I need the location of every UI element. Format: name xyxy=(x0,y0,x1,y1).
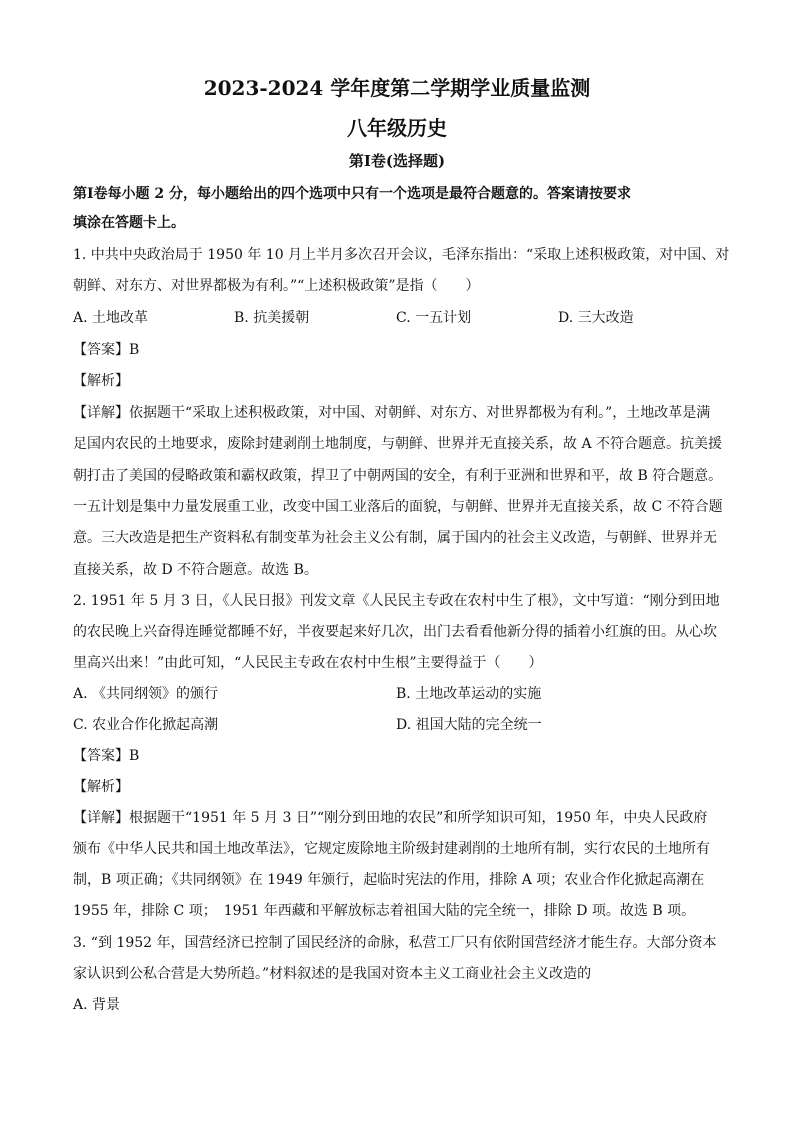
option-c: C. 一五计划 xyxy=(396,310,472,326)
detail-line: 直接关系，故 D 不符合题意。故选 B。 xyxy=(73,562,318,578)
instruction-line: 填涂在答题卡上。 xyxy=(73,215,185,231)
question-stem: 家认识到公私合营是大势所趋。”材料叙述的是我国对资本主义工商业社会主义改造的 xyxy=(73,966,592,982)
detail-line: 1955 年，排除 C 项； 1951 年西藏和平解放标志着祖国大陆的完全统一，排除 D 项。故选 B 项。 xyxy=(73,903,696,919)
question-stem: 3. “到 1952 年，国营经济已控制了国民经济的命脉，私营工厂只有依附国营经济才能生存。大部分资本 xyxy=(73,935,717,951)
detail-line: 意。三大改造是把生产资料私有制变革为社会主义公有制，属于国内的社会主义改造，与朝鲜、世界并无 xyxy=(73,530,717,546)
option-d: D. 祖国大陆的完全统一 xyxy=(396,717,542,733)
option-a: A. 《共同纲领》的颁行 xyxy=(73,686,219,702)
option-c: C. 农业合作化掀起高潮 xyxy=(73,717,219,733)
detail-line: 【详解】根据题干“1951 年 5 月 3 日”“刚分到田地的农民”和所学知识可知，1950 年，中央人民政府 xyxy=(73,810,708,826)
answer-label: 【答案】B xyxy=(73,748,140,764)
answer-label: 【答案】B xyxy=(73,342,140,358)
question-stem: 里高兴出来！”由此可知，“人民民主专政在农村中生根”主要得益于（ ） xyxy=(73,655,543,671)
detail-line: 一五计划是集中力量发展重工业，改变中国工业落后的面貌，与朝鲜、世界并无直接关系，故 C 不符合题 xyxy=(73,499,723,515)
option-a: A. 土地改革 xyxy=(73,310,149,326)
detail-line: 足国内农民的土地要求，废除封建剥削土地制度，与朝鲜、世界并无直接关系，故 A 不符合题意。抗美援 xyxy=(73,436,723,452)
option-a: A. 背景 xyxy=(73,997,121,1013)
exam-title: 2023-2024 学年度第二学期学业质量监测 xyxy=(203,76,591,100)
instruction-line: 第Ⅰ卷每小题 2 分，每小题给出的四个选项中只有一个选项是最符合题意的。答案请按要求 xyxy=(73,186,632,202)
analysis-label: 【解析】 xyxy=(73,779,129,795)
option-b: B. 土地改革运动的实施 xyxy=(396,686,542,702)
subject-title: 八年级历史 xyxy=(347,116,447,140)
question-stem: 的农民晚上兴奋得连睡觉都睡不好，半夜要起来好几次，出门去看看他新分得的插着小红旗的田。从心坎 xyxy=(73,624,717,640)
detail-line: 制，B 项正确；《共同纲领》在 1949 年颁行，起临时宪法的作用，排除 A 项；农业合作化掀起高潮在 xyxy=(73,872,705,888)
question-stem: 朝鲜、对东方、对世界都极为有利。”“上述积极政策”是指（ ） xyxy=(73,278,480,294)
question-stem: 1. 中共中央政治局于 1950 年 10 月上半月多次召开会议，毛泽东指出：“采取上述积极政策，对中国、对 xyxy=(73,247,730,263)
detail-line: 【详解】依据题干“采取上述积极政策，对中国、对朝鲜、对东方、对世界都极为有利。”，土地改革是满 xyxy=(73,405,711,421)
detail-line: 朝打击了美国的侵略政策和霸权政策，捍卫了中朝两国的安全，有利于亚洲和世界和平，故 B 符合题意。 xyxy=(73,468,723,484)
option-d: D. 三大改造 xyxy=(558,310,634,326)
analysis-label: 【解析】 xyxy=(73,373,129,389)
question-stem: 2. 1951 年 5 月 3 日，《人民日报》刊发文章《人民民主专政在农村中生了根》，文中写道：“刚分到田地 xyxy=(73,593,720,609)
detail-line: 颁布《中华人民共和国土地改革法》，它规定废除地主阶级封建剥削的土地所有制，实行农民的土地所有 xyxy=(73,841,710,857)
section-title: 第Ⅰ卷(选择题) xyxy=(348,152,446,170)
option-b: B. 抗美援朝 xyxy=(234,310,310,326)
